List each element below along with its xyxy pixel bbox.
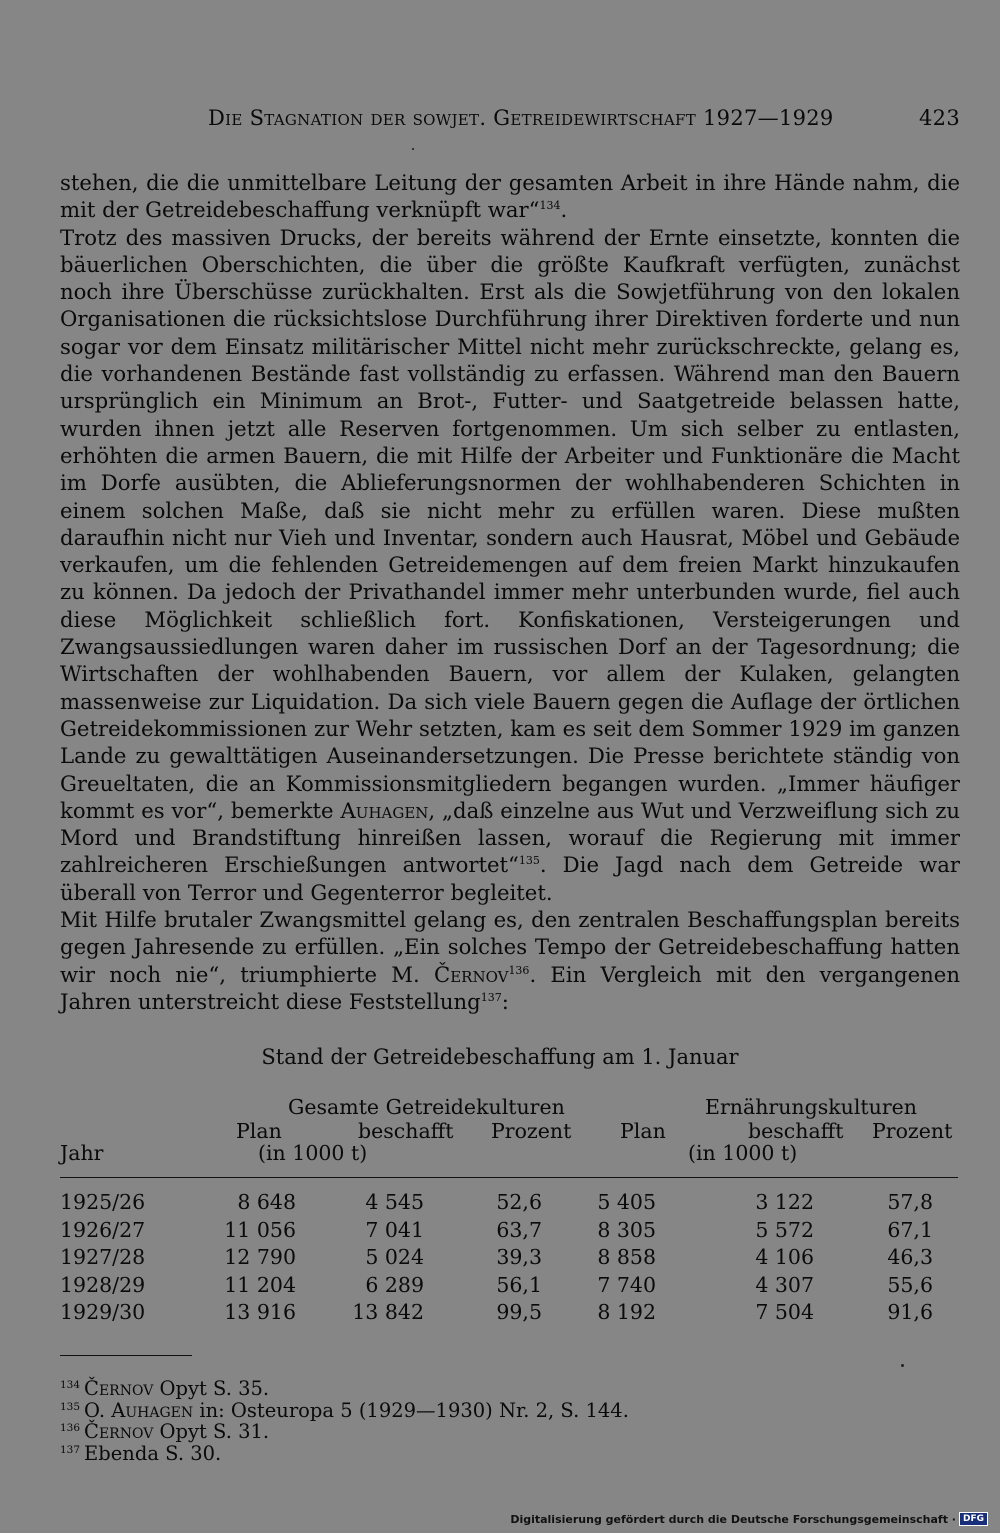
table-cell: 39,3 [496, 1245, 542, 1269]
col-header-prozent: Prozent [491, 1119, 572, 1143]
running-header [60, 106, 960, 136]
table-cell: 8 858 [597, 1245, 656, 1269]
footnote: $^{135}$ O. Auhagen in: Osteuropa 5 (1929—1930) Nr. 2, S. 144. [60, 1398, 629, 1422]
table-cell: 57,8 [887, 1190, 933, 1214]
footnotes [60, 1378, 629, 1464]
table-cell: 13 916 [224, 1300, 296, 1324]
table-cell: 4 307 [755, 1272, 814, 1297]
table-cell: 55,6 [887, 1272, 933, 1297]
col-header-beschafft: beschafft [748, 1119, 844, 1143]
table-cell: 4 545 [365, 1190, 424, 1214]
footnote-ref-137[interactable]: 137 [480, 990, 502, 1004]
body-text [60, 169, 960, 1015]
table-cell: 5 024 [365, 1245, 424, 1269]
table-cell: 6 289 [365, 1272, 424, 1297]
paragraph-2: Trotz des massiven Drucks, der bereits während der Ernte einsetzte, konnten die bäuerlichen Oberschichten, die über die größte Kaufkraft verfügten, zunächst noch ihre Überschüsse zurückhalten. Erst als die Sowjetführung von den lokalen Organisationen die rücksichtslose Durchführung ihrer Direktiven forderte und nun sogar vor dem Einsatz militärischer Mittel nicht mehr zurückschreckte, gelang es, die vorhandenen Bestände fast vollständig zu erfassen. Während man den Bauern ursprünglich ein Minimum an Brot-, Futter- und Saatgetreide belassen hatte, wurden ihnen jetzt alle Reserven fortgenommen. Um sich selber zu entlasten, erhöhten die armen Bauern, die mit Hilfe der Arbeiter und Funktionäre die Macht im Dorfe ausübten, die Ablieferungsnormen der wohlhabenderen Schichten in einem solchen Maße, daß sie nicht mehr zu erfüllen waren. Diese mußten daraufhin nicht nur Vieh und Inventar, sondern auch Hausrat, Möbel und Gebäude verkaufen, um die fehlenden Getreidemengen auf dem freien Markt hinzukaufen zu können. Da jedoch der Privathandel immer mehr unterbunden wurde, fiel auch diese Möglichkeit schließlich fort. Konfiskationen, Versteigerungen und Zwangsaussiedlungen waren daher im russischen Dorf an der Tagesordnung; die Wirtschaften der wohlhabenden Bauern, vor allem der Kulaken, gelangten massenweise zur Liquidation. Da sich viele Bauern gegen die Auflage der örtlichen Getreidekommissionen zur Wehr setzten, kam es seit dem Sommer 1929 im ganzen Lande zu gewalttätigen Auseinandersetzungen. Die Presse berichtete ständig von Greueltaten, die an Kommissionsmitgliedern begangen wurden. „Immer häufiger kommt es vor“, bemerkte Auhagen, „daß einzelne aus Wut und Verzweiflung sich zu Mord und Brandstiftung hinreißen lassen, worauf die Regierung mit immer zahlreicheren Erschießungen antwortet“$^{135}$. Die Jagd nach dem Getreide war überall von Terror und Gegenterror begleitet. [60, 224, 960, 905]
footnote: $^{136}$ Černov Opyt S. 31. [60, 1420, 270, 1443]
group-header-total: Gesamte Getreidekulturen [288, 1095, 565, 1119]
table-cell: 13 842 [352, 1300, 424, 1324]
table-cell-year: 1927/28 [60, 1245, 146, 1269]
footnote-ref-134[interactable]: 134 [539, 199, 561, 213]
footnote-ref-135[interactable]: 135 [518, 854, 540, 868]
table-cell: 46,3 [887, 1245, 933, 1269]
table-cell: 99,5 [496, 1300, 542, 1324]
table-cell: 5 572 [755, 1217, 814, 1242]
speck [412, 148, 414, 150]
table-cell: 11 204 [224, 1272, 296, 1297]
table-cell-year: 1928/29 [60, 1272, 146, 1297]
col-header-plan: Plan [236, 1119, 282, 1143]
table-cell: 7 504 [755, 1300, 814, 1324]
table-cell: 5 405 [597, 1190, 656, 1214]
table-cell: 8 648 [237, 1190, 296, 1214]
table-cell: 8 305 [597, 1217, 656, 1242]
table-cell: 56,1 [496, 1272, 542, 1297]
table-cell: 91,6 [887, 1300, 933, 1324]
table-rule [60, 1177, 958, 1178]
table-caption: Stand der Getreidebeschaffung am 1. Januar [261, 1045, 739, 1069]
unit-label: (in 1000 t) [258, 1141, 368, 1165]
table-cell: 67,1 [887, 1217, 933, 1242]
table-cell: 12 790 [224, 1245, 296, 1269]
group-header-food: Ernährungskulturen [705, 1095, 917, 1119]
table-cell: 11 056 [224, 1217, 296, 1242]
table-cell: 63,7 [496, 1217, 542, 1242]
footnote-ref-136[interactable]: 136 [508, 963, 530, 977]
credit-text: Digitalisierung gefördert durch die Deutsche Forschungsgemeinschaft · [510, 1512, 956, 1526]
paragraph-3: Mit Hilfe brutaler Zwangsmittel gelang es, den zentralen Beschaffungsplan bereits gegen Jahresende zu erfüllen. „Ein solches Tempo der Getreidebeschaffung hatten wir noch nie“, triumphierte M. Černov$^{136}$. Ein Vergleich mit den vergangenen Jahren unterstreicht diese Feststellung$^{137}$: [60, 907, 960, 1014]
col-header-beschafft: beschafft [358, 1119, 454, 1143]
dfg-logo-icon: DFG [959, 1512, 988, 1526]
footnote: $^{134}$ Černov Opyt S. 35. [60, 1377, 270, 1400]
table-cell-year: 1929/30 [60, 1300, 146, 1324]
table-cell: 52,6 [496, 1190, 542, 1214]
footnote-rule [60, 1355, 192, 1356]
digitization-credit [510, 1512, 988, 1526]
col-header-year: Jahr [60, 1141, 104, 1165]
table-cell: 7 041 [365, 1217, 424, 1242]
table-cell-year: 1926/27 [60, 1217, 146, 1242]
footnote: $^{137}$ Ebenda S. 30. [60, 1441, 222, 1465]
table-cell: 7 740 [597, 1272, 656, 1297]
table-cell: 8 192 [597, 1300, 656, 1324]
unit-label: (in 1000 t) [688, 1141, 798, 1165]
author-name: Auhagen [340, 797, 429, 823]
table-cell: 3 122 [755, 1190, 814, 1214]
paragraph-1: stehen, die die unmittelbare Leitung der gesamten Arbeit in ihre Hände nahm, die mit der Getreidebeschaffung verknüpft war“$^{134}$. [60, 170, 960, 223]
speck [901, 1364, 904, 1367]
table-cell: 4 106 [755, 1245, 814, 1269]
col-header-prozent: Prozent [872, 1119, 953, 1143]
running-title: Die Stagnation der sowjet. Getreidewirtschaft 1927—1929 [208, 106, 834, 130]
table-cell-year: 1925/26 [60, 1190, 146, 1214]
page-number: 423 [919, 106, 960, 130]
author-name: Černov [433, 961, 509, 987]
col-header-plan: Plan [620, 1119, 666, 1143]
